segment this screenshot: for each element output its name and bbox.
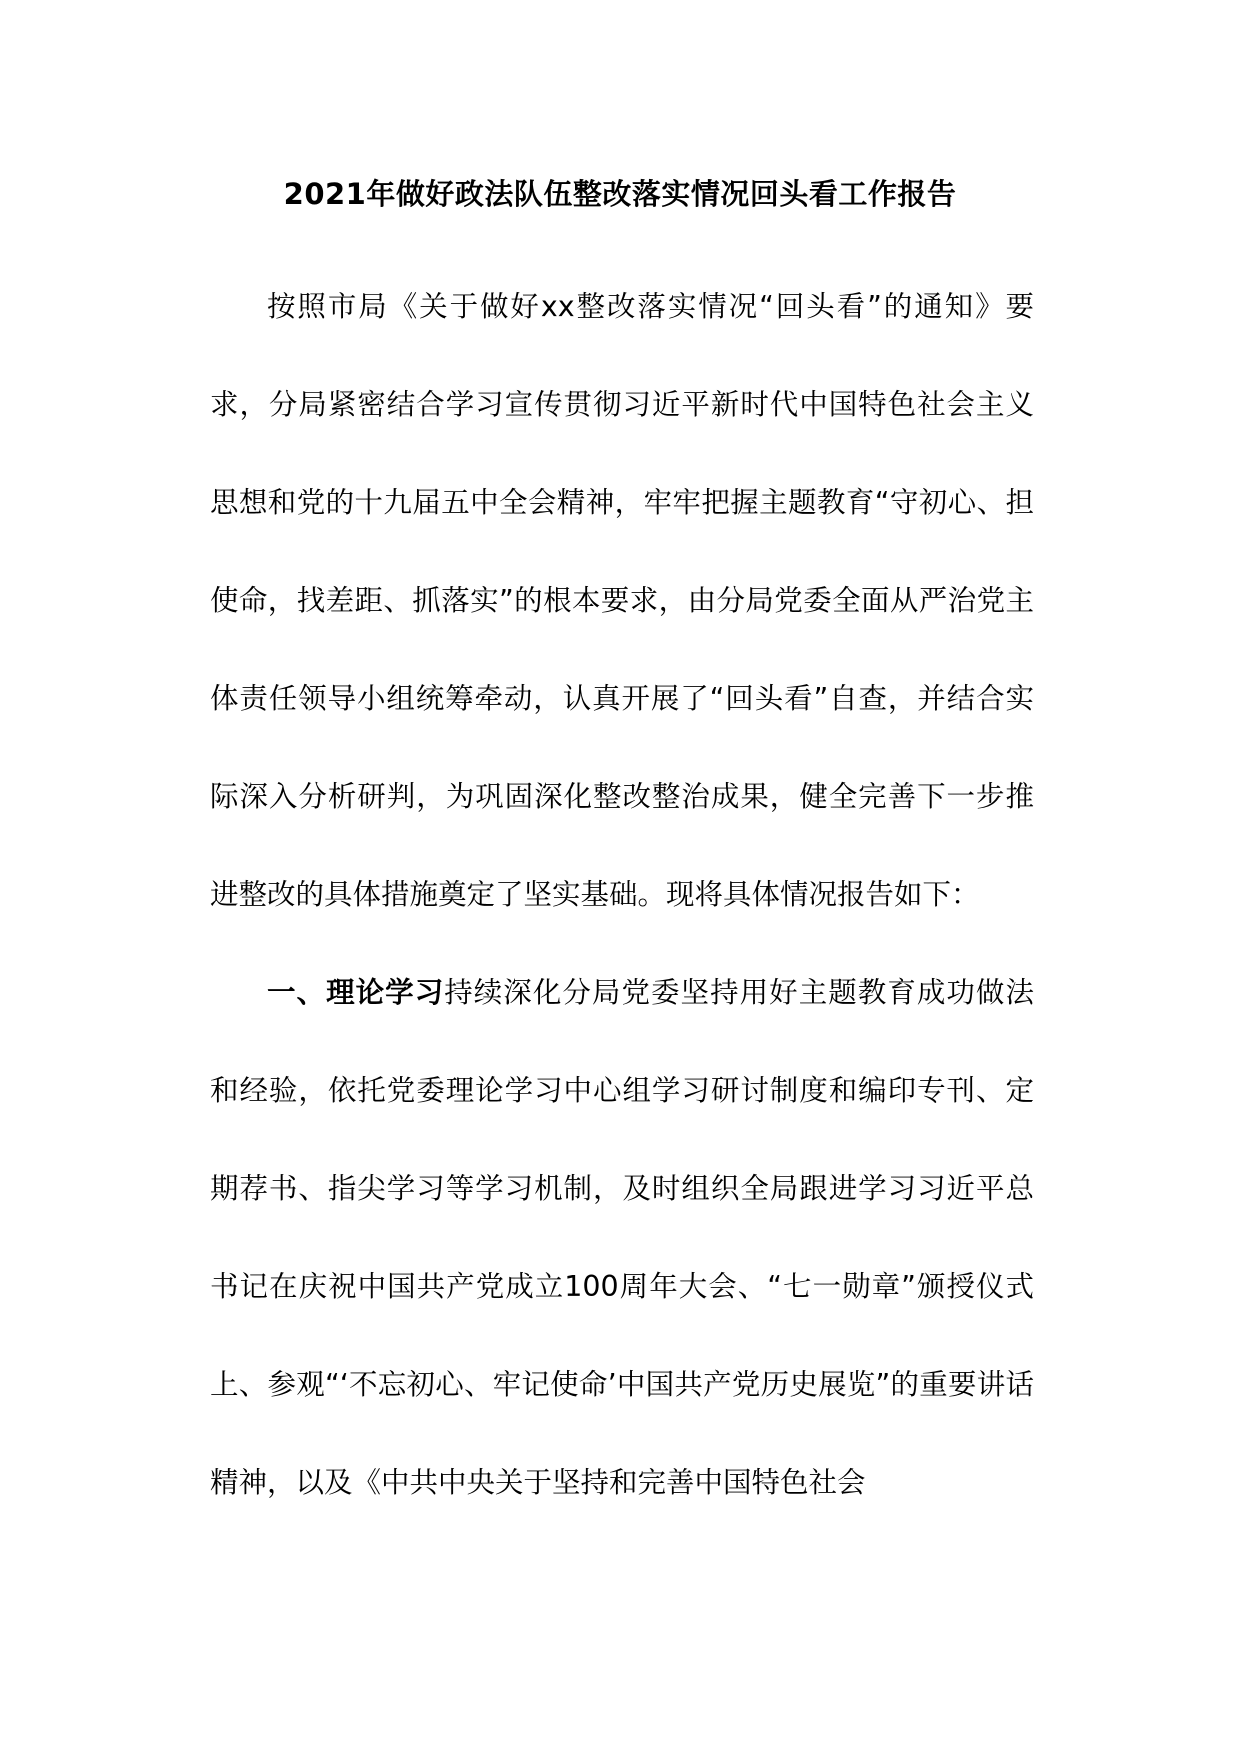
section-heading-theory-study: 一、理论学习: [267, 976, 445, 1009]
document-title: 2021年做好政法队伍整改落实情况回头看工作报告: [283, 177, 957, 211]
paragraph-intro: 按照市局《关于做好xx整改落实情况“回头看”的通知》要求，分局紧密结合学习宣传贯彻习近平新时代中国特色社会主义思想和党的十九届五中全会精神，牢牢把握主题教育“守初心、担使命，找差距、抓落实”的根本要求，由分局党委全面从严治党主体责任领导小组统筹牵动，认真开展了“回头看”自查，并结合实际深入分析研判，为巩固深化整改整治成果，健全完善下一步推进整改的具体措施奠定了坚实基础。现将具体情况报告如下：: [210, 290, 1034, 911]
paragraph-theory-study-text: 持续深化分局党委坚持用好主题教育成功做法和经验，依托党委理论学习中心组学习研讨制度和编印专刊、定期荐书、指尖学习等学习机制，及时组织全局跟进学习习近平总书记在庆祝中国共产党成立100周年大会、“七一勋章”颁授仪式上、参观“‘不忘初心、牢记使命’中国共产党历史展览”的重要讲话精神，以及《中共中央关于坚持和完善中国特色社会: [210, 976, 1034, 1499]
document-body: [210, 258, 1034, 1532]
paragraph-theory-study: [210, 944, 1034, 1532]
